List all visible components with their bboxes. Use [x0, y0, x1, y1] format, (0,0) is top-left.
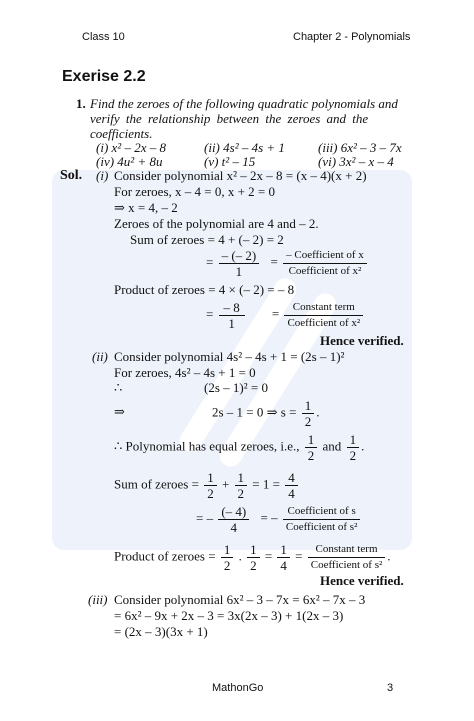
- denominator: 1: [228, 316, 235, 331]
- numerator: 1: [277, 542, 290, 558]
- plus: +: [221, 476, 230, 492]
- part-iii-line: Consider polynomial 6x² – 3 – 7x = 6x² – 7x – 3: [114, 592, 366, 607]
- footer-brand: MathonGo: [212, 682, 264, 694]
- equals: =: [206, 254, 214, 270]
- fraction: [221, 542, 234, 573]
- text: and: [322, 438, 342, 454]
- numerator: – (– 2): [219, 248, 260, 264]
- sol-label: Sol.: [60, 168, 83, 183]
- equals: =: [270, 254, 278, 270]
- fraction: [283, 504, 361, 535]
- implies: ⇒: [114, 404, 125, 419]
- numerator: 1: [347, 432, 360, 448]
- denominator: 2: [349, 448, 357, 463]
- part-ii-product-row: Product of zeroes = $\frac{1}{2}$ . $\frac{1}{2}$ = $\frac{1}{4}$ = $\frac{\text{Constant term}}{\text{Coefficient of s²}}$ .: [114, 542, 391, 573]
- page-number: 3: [387, 682, 394, 694]
- header-chapter: Chapter 2 - Polynomials: [293, 31, 411, 43]
- denominator: 1: [235, 264, 243, 279]
- part-i-fraction-row: [206, 248, 369, 279]
- denominator: 4: [288, 486, 295, 501]
- denominator: 2: [207, 486, 214, 501]
- fraction: [218, 504, 249, 535]
- fraction: [235, 470, 248, 501]
- denominator: 4: [280, 558, 287, 573]
- fraction: [285, 470, 298, 501]
- question-number: 1.: [76, 96, 86, 111]
- part-i-line: Zeroes of the polynomial are 4 and – 2.: [114, 216, 319, 231]
- option: (vi) 3x² – x – 4: [318, 154, 394, 169]
- equals: =: [206, 306, 214, 322]
- denominator: 4: [230, 520, 238, 535]
- part-ii-line: For zeroes, 4s² – 4s + 1 = 0: [114, 365, 256, 380]
- part-i-label: (i): [96, 168, 109, 183]
- text: = –: [196, 510, 214, 526]
- text: = –: [260, 510, 278, 526]
- denominator: 2: [307, 448, 315, 463]
- numerator: (– 4): [218, 504, 249, 520]
- numerator: 1: [305, 432, 318, 448]
- header-class: Class 10: [82, 31, 125, 43]
- question-text: [90, 96, 398, 141]
- fraction: [305, 432, 318, 463]
- numerator: 1: [247, 542, 260, 558]
- part-ii-line: ∴ Polynomial has equal zeroes, i.e., $\frac{1}{2}$ and $\frac{1}{2}$ .: [114, 432, 365, 463]
- denominator: 2: [237, 486, 245, 501]
- fraction: [204, 470, 217, 501]
- denominator: Coefficient of x²: [287, 317, 361, 329]
- numerator: Coefficient of s: [283, 504, 361, 520]
- question-line: verify the relationship between the zeroes and the: [90, 111, 369, 126]
- denominator: 2: [223, 558, 231, 573]
- numerator: 4: [285, 470, 298, 486]
- hence-verified: Hence verified.: [320, 573, 404, 588]
- part-i-fraction-row: [206, 300, 365, 331]
- part-ii-line: [114, 404, 125, 420]
- part-i-line: ⇒ x = 4, – 2: [114, 200, 178, 215]
- equals: =: [264, 548, 273, 564]
- part-ii-line: 2s – 1 = 0 ⇒ s = $\frac{1}{2}$ .: [212, 398, 320, 429]
- question-line: Find the zeroes of the following quadratic polynomials and: [90, 96, 398, 111]
- part-ii-sum-row2: [196, 504, 362, 535]
- fraction: [284, 300, 363, 331]
- part-i-line: Product of zeroes = 4 × (– 2) = – 8: [114, 282, 295, 297]
- text: Product of zeroes =: [114, 548, 216, 564]
- option: (iii) 6x² – 3 – 7x: [318, 140, 402, 155]
- part-i-line: Sum of zeroes = 4 + (– 2) = 2: [130, 232, 284, 247]
- dot: .: [238, 548, 242, 564]
- fraction: [277, 542, 290, 573]
- option: (iv) 4u² + 8u: [96, 154, 163, 169]
- fraction: [283, 248, 367, 279]
- exercise-title: Exerise 2.2: [62, 68, 146, 85]
- part-ii-line: Consider polynomial 4s² – 4s + 1 = (2s – 1)²: [114, 349, 345, 364]
- fraction: [302, 398, 315, 429]
- numerator: 1: [204, 470, 217, 486]
- text: 2s – 1 = 0 ⇒ s =: [212, 404, 297, 420]
- part-iii-line: = 6x² – 9x + 2x – 3 = 3x(2x – 3) + 1(2x – 3): [114, 608, 344, 623]
- denominator: 2: [250, 558, 257, 573]
- text: Sum of zeroes =: [114, 476, 199, 492]
- denominator: Coefficient of s²: [285, 521, 358, 533]
- denominator: Coefficient of x²: [288, 265, 362, 277]
- part-i-line: Consider polynomial x² – 2x – 8 = (x – 4)(x + 2): [114, 168, 367, 183]
- part-ii-line: ∴: [114, 380, 123, 395]
- numerator: 1: [235, 470, 248, 486]
- fraction: [247, 542, 260, 573]
- option: (ii) 4s² – 4s + 1: [204, 140, 285, 155]
- part-ii-line: (2s – 1)² = 0: [204, 380, 268, 395]
- numerator: – 8: [219, 300, 245, 316]
- fraction: [308, 542, 386, 573]
- numerator: 1: [221, 542, 234, 558]
- numerator: Constant term: [308, 542, 386, 558]
- fraction: [219, 248, 260, 279]
- numerator: Constant term: [284, 300, 363, 316]
- part-iii-line: = (2x – 3)(3x + 1): [114, 624, 208, 639]
- equals: =: [295, 548, 303, 564]
- part-ii-label: (ii): [92, 349, 108, 364]
- equals: =: [271, 306, 280, 322]
- denominator: 2: [304, 414, 312, 429]
- numerator: 1: [302, 398, 315, 414]
- part-ii-sum-row: [114, 470, 300, 501]
- option: (v) t² – 15: [204, 154, 256, 169]
- numerator: – Coefficient of x: [283, 248, 367, 264]
- denominator: Coefficient of s²: [310, 559, 383, 571]
- question-line: coefficients.: [90, 126, 153, 141]
- fraction: [219, 300, 245, 331]
- option: (i) x² – 2x – 8: [96, 140, 166, 155]
- part-i-line: For zeroes, x – 4 = 0, x + 2 = 0: [114, 184, 276, 199]
- hence-verified: Hence verified.: [320, 333, 404, 348]
- text: = 1 =: [252, 476, 280, 492]
- fraction: [347, 432, 360, 463]
- part-iii-label: (iii): [88, 592, 108, 607]
- text: ∴ Polynomial has equal zeroes, i.e.,: [114, 438, 300, 454]
